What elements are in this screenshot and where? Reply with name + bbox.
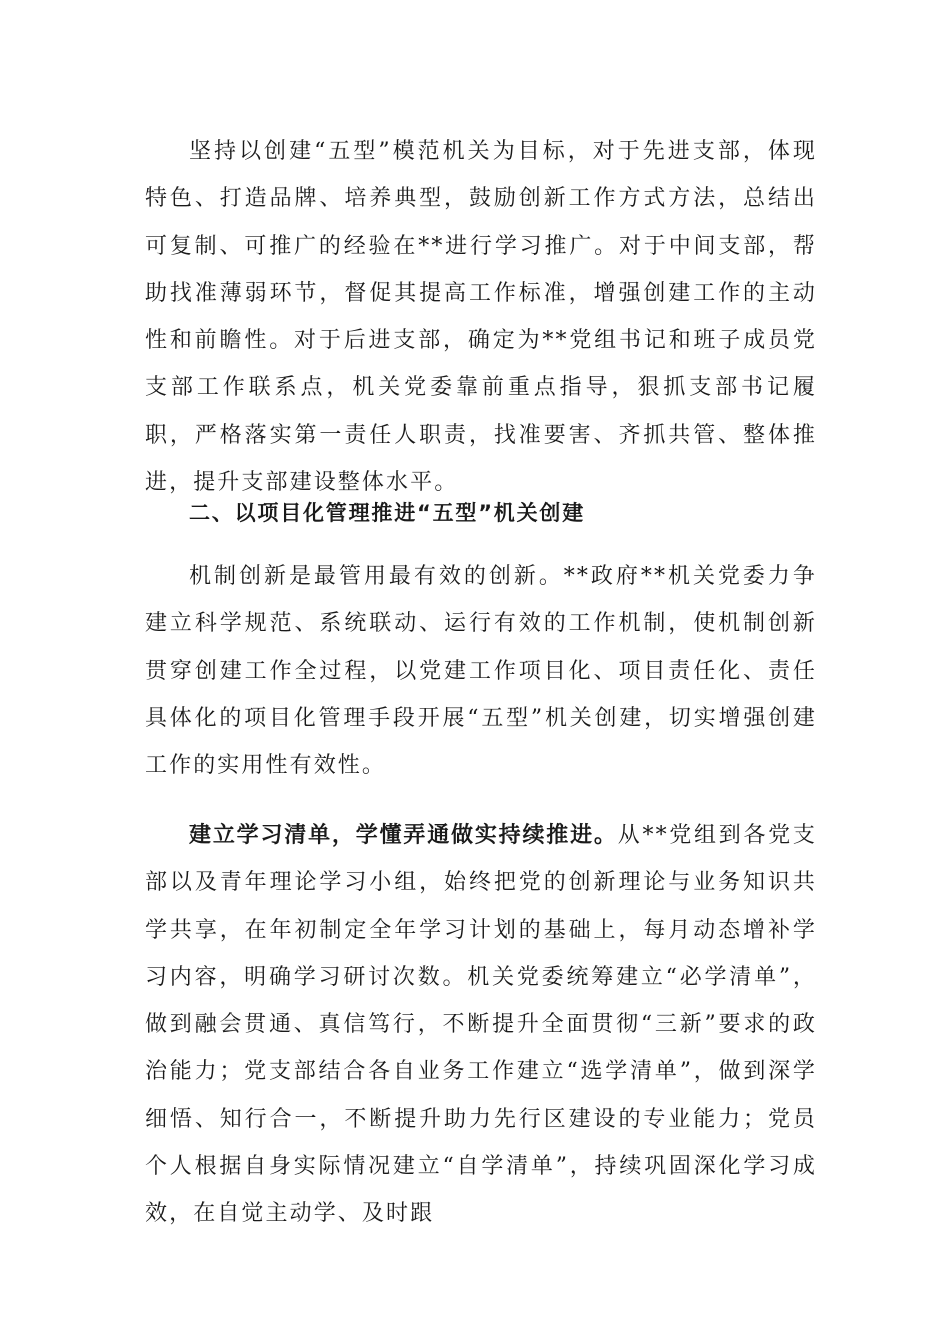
section-heading: 二、以项目化管理推进“五型”机关创建 <box>189 501 586 525</box>
paragraph-text: 坚持以创建“五型”模范机关为目标，对于先进支部，体现特色、打造品牌、培养典型，鼓励创新工作方式方法，总结出可复制、可推广的经验在**进行学习推广。对于中间支部，帮助找准薄弱环节，督促其提高工作标准，增强创建工作的主动性和前瞻性。对于后进支部，确定为**党组书记和班子成员党支部工作联系点，机关党委靠前重点指导，狠抓支部书记履职，严格落实第一责任人职责，找准要害、齐抓共管、整体推进，提升支部建设整体水平。 <box>145 139 817 496</box>
paragraph-study-list <box>145 812 817 1238</box>
paragraph-body: 从**党组到各党支部以及青年理论学习小组，始终把党的创新理论与业务知识共学共享，在年初制定全年学习计划的基础上，每月动态增补学习内容，明确学习研讨次数。机关党委统筹建立“必学清单”，做到融会贯通、真信笃行，不断提升全面贯彻“三新”要求的政治能力；党支部结合各自业务工作建立“选学清单”，做到深学细悟、知行合一，不断提升助力先行区建设的专业能力；党员个人根据自身实际情况建立“自学清单”，持续巩固深化学习成效，在自觉主动学、及时跟 <box>145 823 817 1227</box>
paragraph-text <box>145 812 817 1238</box>
paragraph-advanced-branches <box>145 128 817 506</box>
paragraph-mechanism-innovation <box>145 553 817 789</box>
paragraph-lead-sentence: 建立学习清单，学懂弄通做实持续推进。 <box>189 823 618 848</box>
paragraph-text: 机制创新是最管用最有效的创新。**政府**机关党委力争建立科学规范、系统联动、运行有效的工作机制，使机制创新贯穿创建工作全过程，以党建工作项目化、项目责任化、责任具体化的项目化管理手段开展“五型”机关创建，切实增强创建工作的实用性有效性。 <box>145 564 817 779</box>
